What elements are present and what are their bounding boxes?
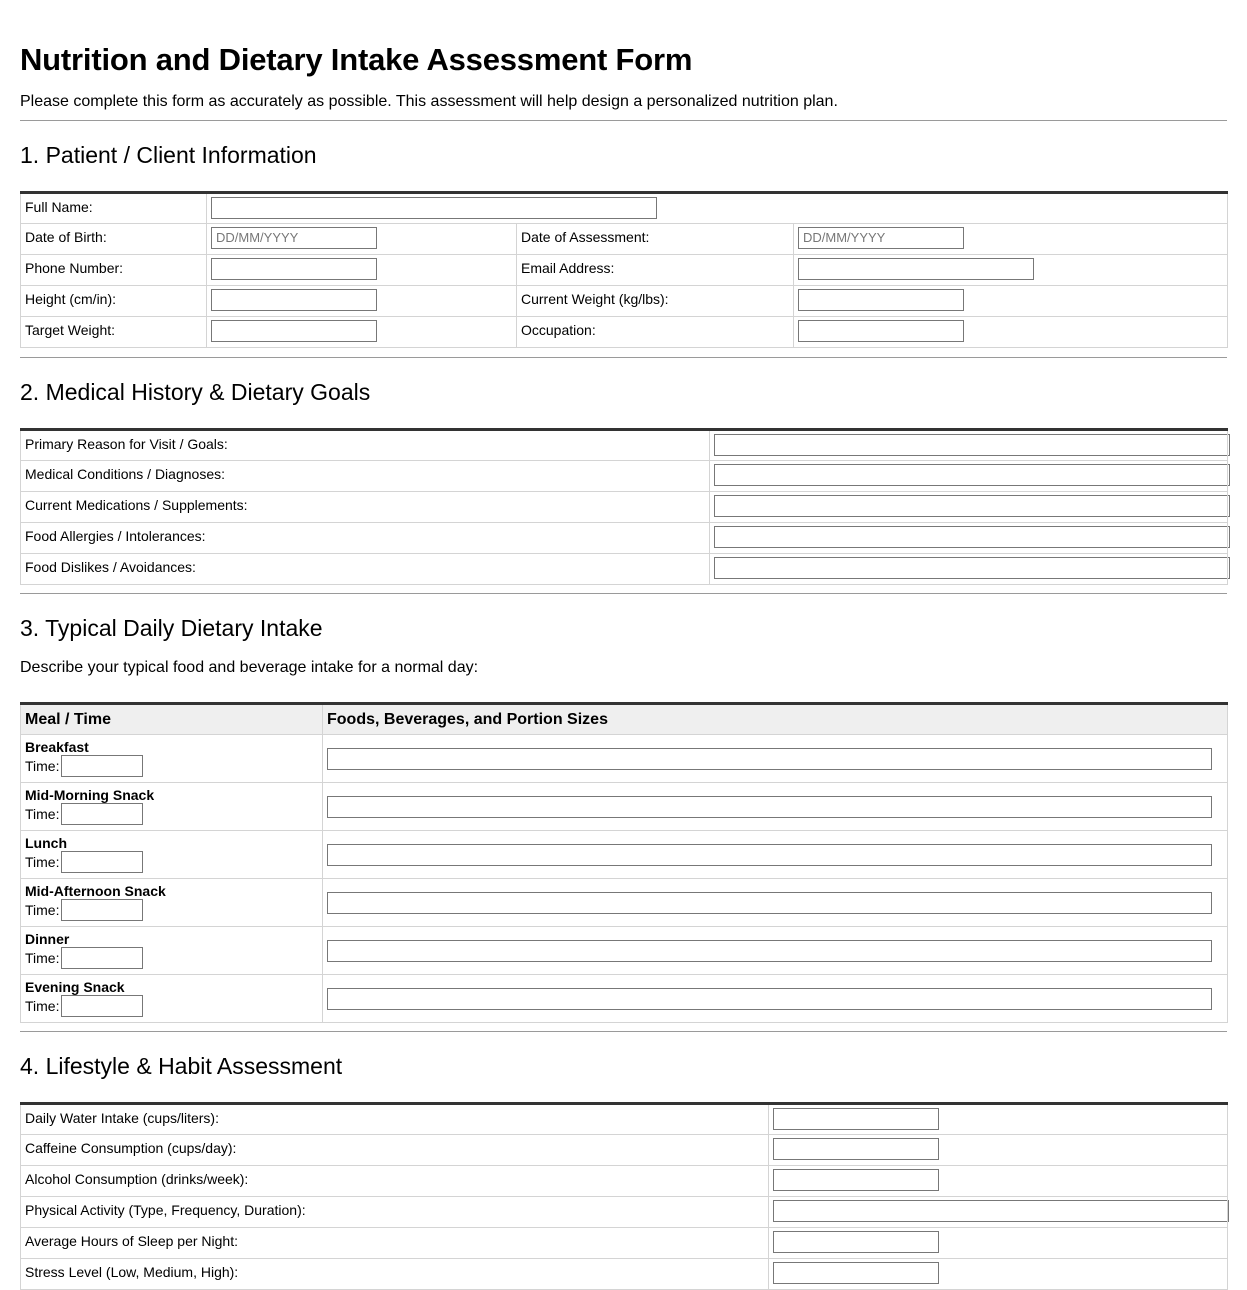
mid-afternoon-time-input[interactable] — [61, 899, 143, 921]
time-label: Time: — [25, 950, 60, 966]
weight-input[interactable] — [798, 289, 964, 311]
section-1-heading: 1. Patient / Client Information — [20, 142, 317, 168]
time-label: Time: — [25, 806, 60, 822]
intake-description: Describe your typical food and beverage intake for a normal day: — [20, 659, 479, 676]
phone-input[interactable] — [211, 258, 377, 280]
allergies-input[interactable] — [714, 526, 1230, 548]
stress-label: Stress Level (Low, Medium, High): — [21, 1259, 769, 1290]
table-row — [21, 927, 1228, 975]
mid-afternoon-foods-input[interactable] — [327, 892, 1212, 914]
breakfast-foods-input[interactable] — [327, 748, 1212, 770]
medical-history-table — [20, 428, 1228, 585]
time-label: Time: — [25, 902, 60, 918]
dob-input[interactable]: DD/MM/YYYY — [211, 227, 377, 249]
activity-input[interactable] — [773, 1200, 1229, 1222]
email-label: Email Address: — [517, 255, 794, 286]
sleep-label: Average Hours of Sleep per Night: — [21, 1228, 769, 1259]
section-4-heading: 4. Lifestyle & Habit Assessment — [20, 1053, 343, 1079]
mid-morning-time-input[interactable] — [61, 803, 143, 825]
full-name-label: Full Name: — [21, 193, 207, 224]
doa-label: Date of Assessment: — [517, 224, 794, 255]
lunch-foods-input[interactable] — [327, 844, 1212, 866]
dislikes-input[interactable] — [714, 557, 1230, 579]
meal-name: Evening Snack — [25, 979, 125, 995]
conditions-input[interactable] — [714, 464, 1230, 486]
water-label: Daily Water Intake (cups/liters): — [21, 1104, 769, 1135]
foods-header: Foods, Beverages, and Portion Sizes — [323, 704, 1228, 735]
alcohol-input[interactable] — [773, 1169, 939, 1191]
meal-name: Mid-Afternoon Snack — [25, 883, 166, 899]
dislikes-label: Food Dislikes / Avoidances: — [21, 554, 710, 585]
table-row — [21, 975, 1228, 1023]
occupation-label: Occupation: — [517, 317, 794, 348]
evening-snack-time-input[interactable] — [61, 995, 143, 1017]
dinner-foods-input[interactable] — [327, 940, 1212, 962]
activity-label: Physical Activity (Type, Frequency, Duration): — [21, 1197, 769, 1228]
time-label: Time: — [25, 758, 60, 774]
allergies-label: Food Allergies / Intolerances: — [21, 523, 710, 554]
target-weight-input[interactable] — [211, 320, 377, 342]
full-name-input[interactable] — [211, 197, 657, 219]
daily-intake-table — [20, 702, 1228, 1023]
medications-label: Current Medications / Supplements: — [21, 492, 710, 523]
dob-label: Date of Birth: — [21, 224, 207, 255]
doa-input[interactable]: DD/MM/YYYY — [798, 227, 964, 249]
sleep-input[interactable] — [773, 1231, 939, 1253]
intro-text: Please complete this form as accurately as possible. This assessment will help design a personalized nutrition plan. — [20, 93, 838, 110]
weight-label: Current Weight (kg/lbs): — [517, 286, 794, 317]
email-input[interactable] — [798, 258, 1034, 280]
goals-input[interactable] — [714, 434, 1230, 456]
conditions-label: Medical Conditions / Diagnoses: — [21, 461, 710, 492]
table-row — [21, 735, 1228, 783]
lifestyle-table — [20, 1102, 1228, 1290]
breakfast-time-input[interactable] — [61, 755, 143, 777]
table-row — [21, 783, 1228, 831]
client-info-table — [20, 191, 1228, 348]
evening-snack-foods-input[interactable] — [327, 988, 1212, 1010]
height-label: Height (cm/in): — [21, 286, 207, 317]
meal-time-header: Meal / Time — [21, 704, 323, 735]
target-weight-label: Target Weight: — [21, 317, 207, 348]
medications-input[interactable] — [714, 495, 1230, 517]
meal-name: Mid-Morning Snack — [25, 787, 155, 803]
dinner-time-input[interactable] — [61, 947, 143, 969]
caffeine-label: Caffeine Consumption (cups/day): — [21, 1135, 769, 1166]
phone-label: Phone Number: — [21, 255, 207, 286]
water-input[interactable] — [773, 1108, 939, 1130]
table-row — [21, 831, 1228, 879]
mid-morning-foods-input[interactable] — [327, 796, 1212, 818]
time-label: Time: — [25, 998, 60, 1014]
stress-input[interactable] — [773, 1262, 939, 1284]
table-row — [21, 879, 1228, 927]
lunch-time-input[interactable] — [61, 851, 143, 873]
meal-name: Breakfast — [25, 739, 89, 755]
page-title: Nutrition and Dietary Intake Assessment Form — [20, 42, 693, 77]
meal-name: Lunch — [25, 835, 67, 851]
section-2-heading: 2. Medical History & Dietary Goals — [20, 379, 371, 405]
goals-label: Primary Reason for Visit / Goals: — [21, 430, 710, 461]
alcohol-label: Alcohol Consumption (drinks/week): — [21, 1166, 769, 1197]
section-3-heading: 3. Typical Daily Dietary Intake — [20, 615, 323, 641]
caffeine-input[interactable] — [773, 1138, 939, 1160]
occupation-input[interactable] — [798, 320, 964, 342]
meal-name: Dinner — [25, 931, 70, 947]
height-input[interactable] — [211, 289, 377, 311]
time-label: Time: — [25, 854, 60, 870]
